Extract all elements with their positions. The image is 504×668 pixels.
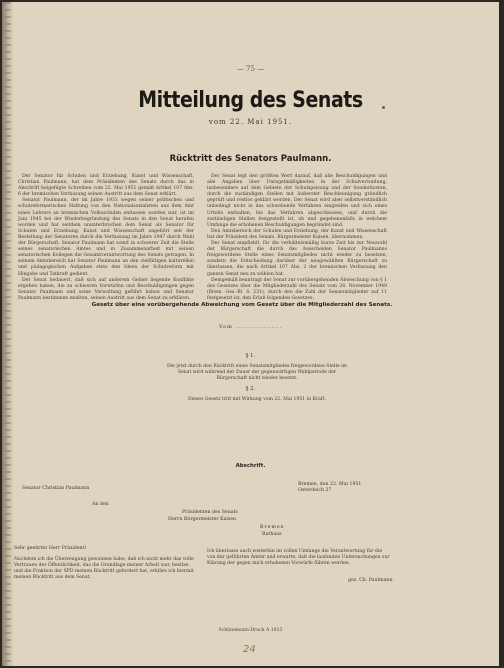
- document-date-line: vom 22. Mai 1951.: [208, 118, 293, 126]
- letter-body-left: Nachdem ich die Überzeugung gewonnen habe, daß ich nicht mehr das volle Vertrauen der Öffentlichkeit, das die Grundlage meiner Arbeit war, besitze, und die Fraktion der SPD meinen Rücktritt gefordert hat, erkläre ich hiermit meinen Rücktritt aus dem Senat.: [14, 557, 194, 581]
- left-paragraph: Der Senat bedauert, daß sich auf anderem Gebiet liegende Konflikte ergeben haben, die zu schweren Vorwürfen und Beschuldigungen gegen Senator Paulmann und seine Verwaltung geführt haben und Senator Paulmann bestimmen mußten, seinen Austritt aus dem Senat zu erklären.: [18, 277, 194, 301]
- letter-date-place: Bremen, den 22. Mai 1951: [298, 482, 362, 487]
- paragraph-2-text: Dieses Gesetz tritt mit Wirkung vom 22. Mai 1951 in Kraft.: [188, 397, 326, 402]
- document-page: [2, 2, 499, 666]
- letter-signature: gez. Ch. Paulmann.: [348, 578, 394, 583]
- copy-heading: Abschrift.: [235, 463, 266, 469]
- letter-sender: Senator Christian Paulmann: [22, 486, 90, 491]
- left-paragraph: Der Senator für Schulen und Erziehung, Kunst und Wissenschaft, Christian Paulmann, hat dem Präsidenten des Senats durch das in Abschrift beigefügte Schreiben vom 22. Mai 1951 gemäß Artikel 107 Abs. 6 der bremischen Verfassung seinen Austritt aus dem Senat erklärt.: [18, 174, 194, 198]
- letter-recipient-place: Rathaus: [262, 532, 282, 537]
- letter-an-den: An den: [92, 502, 109, 507]
- right-paragraph: Der Senat empfiehlt, für die verhältnismäßig kurze Zeit bis zur Neuwahl der Bürgerschaft die durch das Ausscheiden Senator Paulmanns freigewordene Stelle eines Senatsmitgliedes nicht wieder zu besetzen, sondern die Entscheidung darüber der neugewählten Bürgerschaft zu überlassen, die nach Artikel 107 Abs. 2 der bremischen Verfassung den ganzen Senat neu zu wählen hat.: [207, 241, 387, 277]
- left-paragraph: Senator Paulmann, der im Jahre 1933 wegen seiner politischen und schulreformerischen Haltung von den Nationalsozialisten aus dem Amt eines Lehrers an bremischen Volksschulen entlassen worden war, ist im Juni 1945 bei der Wiederbegründung des Senats in den Senat berufen worden und hat seitdem ununterbrochen dem Senat als Senator für Schulen und Erziehung, Kunst und Wissenschaft angehört seit der Bestellung der Senatoren durch die Verfassung im Jahre 1947 durch Wahl der Bürgerschaft. Senator Paulmann hat somit in schwerer Zeit die Stelle seines senatorischen Amtes und in Zusammenarbeit mit seinen senatorischen Kollegen die Gesamtverantwortung des Senats getragen. In seinem Amtsbereich hat Senator Paulmann an den vielfältigen kulturellen und pädagogischen Aufgaben stets den Ideen der Schulreform mit Hingabe und Tatkraft gedient.: [18, 198, 194, 277]
- left-text-column: [18, 174, 194, 302]
- right-paragraph: Demgemäß beantragt der Senat zur vorübergehenden Abweichung von § 1 des Gesetzes über die Mitgliederzahl des Senats vom 28. November 1949 (Brem. Ges.-Bl. S. 231), durch den die Zahl der Senatsmitglieder auf 11 festgesetzt ist, den Erlaß folgenden Gesetzes:: [207, 277, 387, 301]
- right-paragraph: Den Amtsbereich der Schulen und Erziehung, der Kunst und Wissenschaft hat der Präsident des Senats, Bürgermeister Kaisen, übernommen.: [207, 228, 387, 240]
- printer-footer: Schünemann-Druck A 1813: [218, 628, 283, 633]
- letter-recipient-name: Herrn Bürgermeister Kaisen: [168, 517, 237, 522]
- paragraph-1-mark: § 1.: [245, 353, 256, 359]
- law-date-line: Vom ..................: [218, 324, 283, 330]
- letter-recipient-city: Bremen: [260, 525, 285, 530]
- letter-recipient-title: Präsidenten des Senats: [182, 510, 238, 515]
- letter-body-right: Ich überlasse auch weiterhin im vollen Umfange die Verantwortung für die von mir geführten Ämter und erwarte, daß die laufenden Untersuchungen zur Klärung der gegen mich erhobenen Vorwürfe führen werden.: [207, 549, 390, 567]
- right-text-column: [207, 174, 387, 302]
- section-heading: Rücktritt des Senators Paulmann.: [169, 154, 332, 164]
- paragraph-2-mark: § 2.: [245, 386, 256, 392]
- letter-salutation: Sehr geehrter Herr Präsident!: [14, 546, 87, 551]
- letter-street: Osterdeich 27: [298, 488, 332, 493]
- right-paragraph: Der Senat legt den größten Wert darauf, daß alle Beschuldigungen und alle Angaben über Unregelmäßigkeiten in der Schulverwaltung, insbesondere auf dem Gebiete der Schulspeisung und der Sonderkosten, durch die zuständigen Stellen mit äußerster Beschleunigung gründlich geprüft und restlos geklärt werden. Der Senat wird aber selbstverständlich unbedingt nicht in das schwebende Verfahren eingreifen und sich eines Urteils enthalten, bis das Verfahren abgeschlossen, und durch die zuständigen Stellen festgestellt ist, ob und gegebenenfalls in welchem Umfange die erhobenen Beschuldigungen begründet sind.: [207, 174, 387, 228]
- binding-holes: [5, 2, 11, 666]
- law-title: Gesetz über eine vorübergehende Abweichung vom Gesetz über die Mitgliederzahl des Senats.: [91, 302, 393, 308]
- document-title: Mitteilung des Senats: [138, 88, 363, 113]
- page-number: — 75 —: [236, 65, 265, 73]
- handwritten-page-note: 24: [243, 644, 256, 655]
- paragraph-1-text: Die jetzt durch den Rücktritt eines Senatsmitgliedes freigewordene Stelle im Senat wird während der Dauer der gegenwärtigen Wahlperiode der Bürgerschaft nicht wieder besetzt.: [167, 364, 347, 382]
